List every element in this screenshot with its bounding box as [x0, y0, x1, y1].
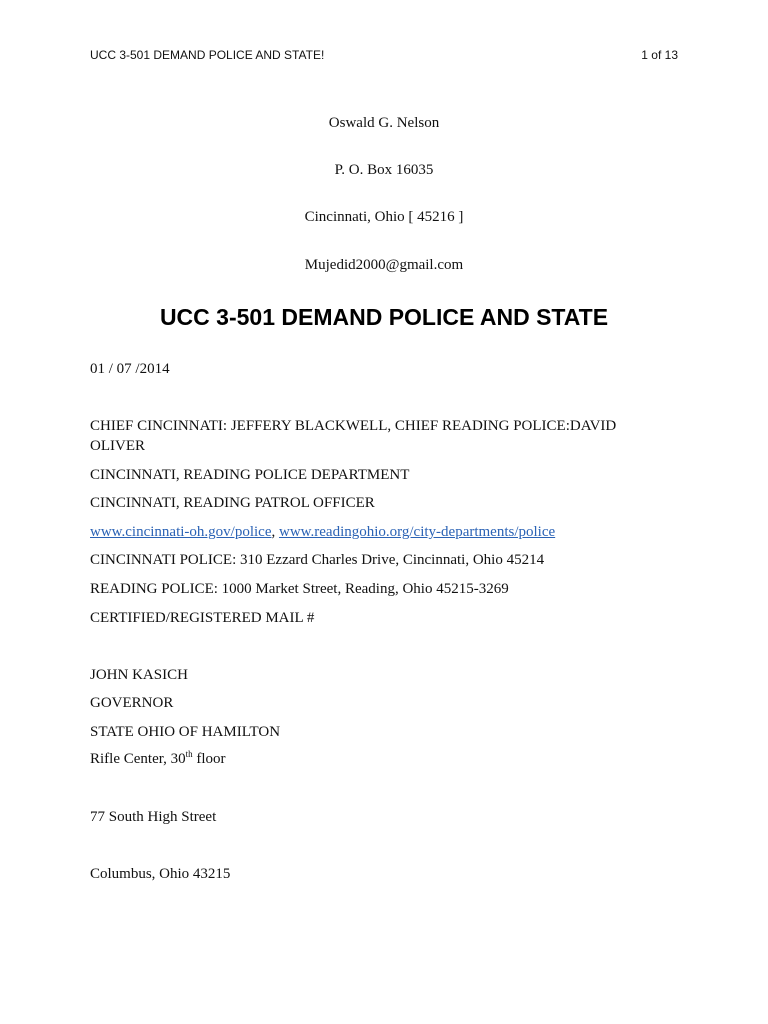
header-title: UCC 3-501 DEMAND POLICE AND STATE!	[90, 48, 325, 62]
running-header	[90, 48, 678, 66]
building-superscript: th	[185, 749, 193, 759]
building-suffix: floor	[192, 751, 226, 767]
page-indicator: 1 of 13	[641, 48, 678, 62]
sender-email: Mujedid2000@gmail.com	[304, 257, 464, 273]
link-separator: ,	[271, 524, 279, 540]
police-department: CINCINNATI, READING POLICE DEPARTMENT	[90, 467, 410, 483]
cincinnati-police-link[interactable]: www.cincinnati-oh.gov/police	[90, 524, 272, 540]
reading-police-address: READING POLICE: 1000 Market Street, Reading, Ohio 45215-3269	[90, 581, 509, 597]
building-prefix: Rifle Center, 30	[90, 751, 186, 767]
governor-name: JOHN KASICH	[90, 667, 188, 683]
cincinnati-police-address: CINCINNATI POLICE: 310 Ezzard Charles Drive, Cincinnati, Ohio 45214	[90, 552, 545, 568]
document-date: 01 / 07 /2014	[90, 361, 170, 377]
sender-name: Oswald G. Nelson	[328, 115, 440, 131]
reading-police-link[interactable]: www.readingohio.org/city-departments/police	[278, 524, 556, 540]
governor-title: GOVERNOR	[90, 695, 174, 711]
document-title: UCC 3-501 DEMAND POLICE AND STATE	[159, 304, 609, 330]
chiefs-line-1: CHIEF CINCINNATI: JEFFERY BLACKWELL, CHIEF READING POLICE:DAVID	[90, 418, 617, 434]
certified-mail-line: CERTIFIED/REGISTERED MAIL #	[90, 610, 315, 626]
police-links	[90, 522, 650, 542]
chiefs-line-2: OLIVER	[90, 438, 145, 454]
governor-street: 77 South High Street	[90, 809, 217, 825]
governor-building	[90, 749, 650, 769]
patrol-officer: CINCINNATI, READING PATROL OFFICER	[90, 495, 375, 511]
sender-po-box: P. O. Box 16035	[334, 162, 434, 178]
sender-city-line: Cincinnati, Ohio [ 45216 ]	[304, 209, 464, 225]
governor-state: STATE OHIO OF HAMILTON	[90, 724, 281, 740]
governor-city: Columbus, Ohio 43215	[90, 866, 231, 882]
